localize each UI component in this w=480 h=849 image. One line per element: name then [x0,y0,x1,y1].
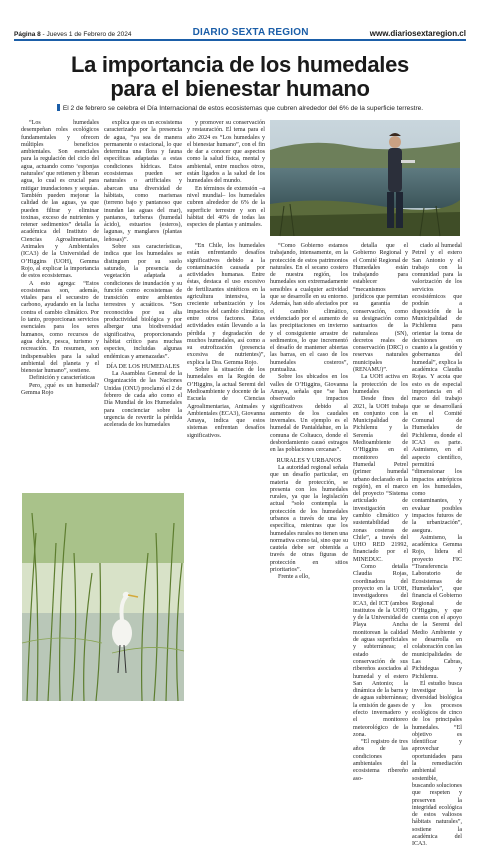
article-column-3b: “En Chile, los humedales están enfrentando desafíos significativos debido a la contaminación causada por actividades humanas. Entre éstas, destaca el uso excesivo de fertilizantes sintéticos en la agricultura intensiva, la creciente urbanización y los impactos del cambio climático, entre otros factores. Estas actividades están llevando a la pérdida y degradación de muchos humedales, así como a su eutrofización (presencia excesiva de nutrientes)”, explica la Dra. Gemma Rojo. Sobre la situación de los humedales en la Región de O’Higgins, la actual Seremi del Medioambiente y docente de la Escuela de Ciencias Agroalimentarias, Animales y Ambientales (ECA3), Giovanna Amaya, indica que estos sistemas enfrentan desafíos significativos. [187,243,265,439]
article-column-1: “Los humedales desempeñan roles ecológicos fundamentales y ofrecen múltiples beneficios ambientales. Son esenciales para la regulación del ciclo del agua, actuando como ‘esponjas naturales’ que retienen y liberan agua, lo cual es crucial para mitigar inundaciones y sequías. También pueden mejorar la calidad de las aguas, ya que pueden filtrar y eliminar toxinas, exceso de nutrientes y retener sedimentos” detalla la académica del Instituto de Ciencias Agroalimentarias, Animales y Ambientales (ICA3) de la Universidad de O’Higgins (UOH), Gemma Rojo, al explicar la importancia de estos ecosistemas. A esto agrega: “Estos ecosistemas son, además, vitales para el secuestro de carbono, ayudando en la lucha contra el cambio climático. Por lo tanto, proporcionan servicios esenciales para los seres humanos, como recursos de agua dulce, pesca, turismo y recreación. En resumen, son indispensables para la salud ambiental del planeta y el bienestar humano”, sostiene. Definición y características Pero, ¿qué es un humedal? Gemma Rojo [21,120,99,396]
lagoon-photo [270,120,460,236]
article-column-2: explica que es un ecosistema caracterizado por la presencia de agua, “ya sea de manera permanente o estacional, lo que determina una flora y fauna específicas adaptadas a estas condiciones hídricas. Estos ecosistemas pueden ser naturales o artificiales y abarcan una diversidad de hábitats, como marismas (terreno bajo y pantanoso que inundan las aguas del mar), pantanos, turberas (humedal ácido), estuarios (esteros), lagunas, y manglares (plantas leñosas)”. Sobre sus características, indica que los humedales se distinguen por su suelo saturado, la presencia de vegetación adaptada a condiciones de inundación y su función como ecosistemas de transición entre ambientes terrestres y acuáticos. “Son reconocidos por su alta productividad biológica y por albergar una biodiversidad significativa, proporcionando hábitat crítico para muchas especies, incluidas algunas endémicas y amenazadas”. DÍA DE LOS HUMEDALES La Asamblea General de la Organización de las Naciones Unidas (ONU) proclamó el 2 de febrero de cada año como el Día Mundial de los Humedales para concienciar sobre la urgencia de revertir la pérdida acelerada de los humedales [104,120,182,429]
article-column-5: detalla que el Gobierno Regional y el Comité Regional de Humedales están trabajando para establecer “mecanismos jurídicos que permitan su garantía de conservación, como su designación como santuarios de la naturaleza (SN), decretos reales de conservación (DRC) o reservas naturales municipales (RENAMU)”. La UOH activa en la protección de los humedales Desde fines del 2021, la UOH trabaja en conjunto con la Municipalidad de Pichilemu y la Seremía del Medioambiente de O’Higgins en el monitoreo del Humedal Petrel (primer humedal urbano declarado en la región), en el marco del proyecto “Sistema articulado de investigación en cambio climático y sustentabilidad de zonas costeras de Chile”, a través del UHO RED 21992, financiado por el MINEDUC. Como detalla Claudia Rojas, coordinadora del proyecto en la UOH, investigadores del ICA3, del ICT (ambos institutos de la UOH) y de la Universidad de Playa Ancha monitorean la calidad de aguas superficiales y subterráneas; el estado de conservación de sus ribereños asociados al humedal y el estero San Antonio; la dinámica de la barra y de aguas subterráneas; la emisión de gases de efecto invernadero y el monitoreo meteorológico de la zona. “El registro de tres años de las condiciones ambientales del ecosistema ribereño aso- [353,243,408,782]
page-header [14,24,466,41]
website-link[interactable]: www.diariosextaregion.cl [369,29,466,38]
article-column-4: “Como Gobierno estamos trabajando, intensamente, en la protección de estos patrimonios naturales. En el secano costero de nuestra región, los humedales son extremadamente sensibles a cualquier actividad que se desarrolle en su entorno. Además, han sido afectados por el cambio climático, evidenciado por el aumento de las precipitaciones en invierno y el consiguiente arrastre de sedimentos, lo que incrementó el desafío de mantener abiertas las barras, en el caso de los humedales costeros”, puntualiza. Sobre los ubicados en los valles de O’Higgins, Giovanna Amaya, señala que “se han observado impactos significativos debido al aumento de los caudales invernales. Un ejemplo es el humedal de Pantaldahue, en la comuna de Coltauco, donde el desbordamiento causó estragos en las poblaciones cercanas”. RURALES Y URBANOS La autoridad regional señala que un desafío particular, en materia de protección, se presenta con los humedales rurales, ya que la legislación actual “solo contempla la protección de los humedales urbanos a través de una ley específica, mientras que los humedales rurales no tienen una normativa como tal, sino que su cautela debe ser obtenida a través de otras figuras de protección en sitios prioritarios”. Frente a ello, [270,243,348,581]
page-date-line: Página 8 - Jueves 1 de Febrero de 2024 [14,31,132,38]
newspaper-name: DIARIO SEXTA REGION [192,27,309,38]
article-subtitle: El 2 de febrero se celebra el Día Internacional de estos ecosistemas que cubren alrededor del 6% de la superficie terrestre. [20,104,460,112]
article-column-6: ciado al humedal Petrel y el estero San Antonio y el trabajo con la comunidad para la valorización de los servicios ecosistémicos que podrán a disposición de la Municipalidad de Pichilemu para orientar la toma de decisiones en cuanto a la gestión y gobernanza del humedal”, explica la académica Claudia Rojas. Y acota que esto es de especial importancia en el marco del trabajo que se desarrollará en el Comité Comunal de Humedales de Pichilemu, donde el ICA3 es parte. Asimismo, en el aspecto científico, permitirá “dimensionar los impactos antrópicos en los humedales, como contaminantes, y evaluar posibles impactos futuros de la urbanización”, asegura. Asimismo, la académica Gemma Rojo, lidera el proyecto FIC “Transferencia Laboratorio de Ecosistemas de Humedales”, que financia el Gobierno Regional de O’Higgins, y que cuenta con el apoyo de la Seremi del Medio Ambiente y se desarrolla en colaboración con las municipalidades de Las Cabras, Pichidegua y Pichilemu. El estudio busca investigar la diversidad biológica y los procesos ecológicos de cinco de los principales humedales. “El objetivo es identificar y aprovechar oportunidades para la remediación ambiental sostenible, buscando soluciones que respeten y preserven la integridad ecológica de estos valiosos hábitats naturales”, sostiene la académica del ICA3. [412,243,462,848]
article-title: La importancia de los humedales para el bienestar humano [71,52,409,101]
wetland-heron-photo [22,493,184,701]
article-column-3: y promover su conservación y restauración. El tema para el año 2024 es “Los humedales y el bienestar humano”, con el fin de dar a conocer que aspectos como la salud física, mental y ambiental, entre muchos otros, están ligados a la salud de los humedales del mundo. En términos de extensión –a nivel mundial– los humedales cubren alrededor de 6% de la superficie terrestre y son el hábitat del 40% de todas las especies de plantas y animales. [187,120,265,229]
